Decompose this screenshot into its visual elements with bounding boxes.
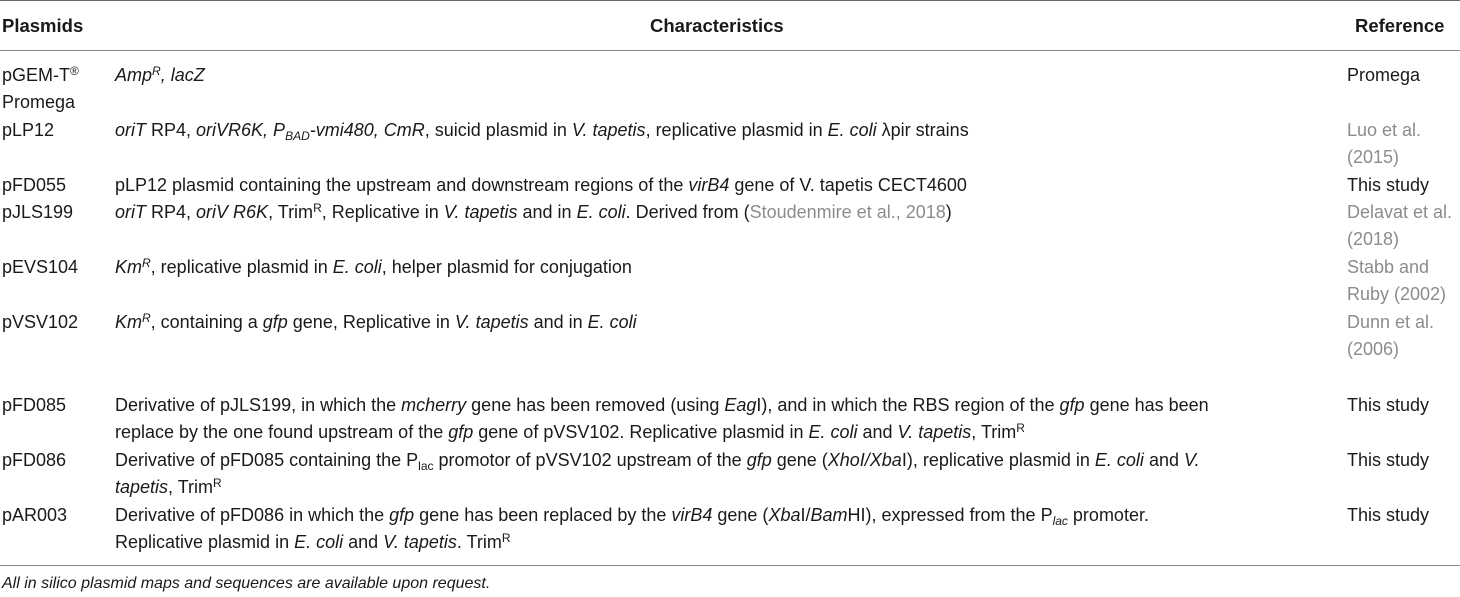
reference-link[interactable]: Luo et al. (2015)	[1347, 120, 1422, 167]
reference-cell: This study	[1347, 175, 1430, 195]
plasmid-cell: pFD086	[2, 450, 67, 470]
plasmid-cell: pVSV102	[2, 312, 79, 332]
column-header-characteristics: Characteristics	[650, 15, 784, 36]
reference-cell: This study	[1347, 395, 1430, 415]
plasmid-cell: pFD055	[2, 175, 67, 195]
plasmid-cell: pEVS104	[2, 257, 79, 277]
citation-link[interactable]: Stoudenmire et al., 2018	[749, 202, 946, 222]
column-header-reference: Reference	[1355, 15, 1445, 36]
characteristics-cell: oriT RP4, oriVR6K, $P_{BAD}-vmi480$, CmR, suicid plasmid in V. tapetis, replicative plasmid in E. coli λpir strains	[115, 120, 969, 143]
column-header-plasmids: Plasmids	[2, 15, 84, 36]
characteristics-cell: Derivative of pFD085 containing the $P_{lac}$ promotor of pVSV102 upstream of the gfp gene (XhoI/XbaI), replicative plasmid in E. coli and V. tapetis, Trim$^R$	[115, 450, 1200, 497]
characteristics-cell: oriT RP4, oriV R6K, Trim$^R$, Replicative in V. tapetis and in E. coli. Derived from (Stoudenmire et al., 2018)	[115, 201, 952, 222]
characteristics-cell: pLP12 plasmid containing the upstream and downstream regions of the virB4 gene of V. tapetis CECT4600	[115, 175, 967, 195]
reference-link[interactable]: Delavat et al. (2018)	[1347, 202, 1453, 249]
reference-link[interactable]: Dunn et al. (2006)	[1347, 312, 1435, 359]
characteristics-cell: $Km^R$, containing a gfp gene, Replicative in V. tapetis and in E. coli	[115, 311, 637, 332]
plasmid-cell: pGEM-T® Promega	[2, 64, 79, 112]
table-header-rule	[0, 50, 1460, 51]
plasmid-cell: pAR003	[2, 505, 68, 525]
characteristics-cell: Derivative of pJLS199, in which the mcherry gene has been removed (using EagI), and in which the RBS region of the gfp gene has been replace by the one found upstream of the gfp gene of pVSV102. Replicative plasmid in E. coli and V. tapetis, Trim$^R$	[115, 395, 1209, 442]
reference-cell: This study	[1347, 450, 1430, 470]
reference-cell: Promega	[1347, 65, 1421, 85]
reference-link[interactable]: Stabb and Ruby (2002)	[1347, 257, 1447, 304]
table-bottom-rule	[0, 565, 1460, 566]
plasmid-cell: pFD085	[2, 395, 67, 415]
characteristics-cell: Derivative of pFD086 in which the gfp gene has been replaced by the virB4 gene (XbaI/BamHI), expressed from the $P_{lac}$ promoter. Replicative plasmid in E. coli and V. tapetis. Trim$^R$	[115, 505, 1149, 552]
reference-cell: This study	[1347, 505, 1430, 525]
table-top-rule	[0, 0, 1460, 1]
plasmid-cell: pLP12	[2, 120, 55, 140]
plasmid-cell: pJLS199	[2, 202, 74, 222]
table-footnote: All in silico plasmid maps and sequences are available upon request.	[2, 575, 491, 592]
characteristics-cell: Amp$^R$, lacZ	[115, 64, 205, 85]
characteristics-cell: $Km^R$, replicative plasmid in E. coli, helper plasmid for conjugation	[115, 256, 632, 277]
